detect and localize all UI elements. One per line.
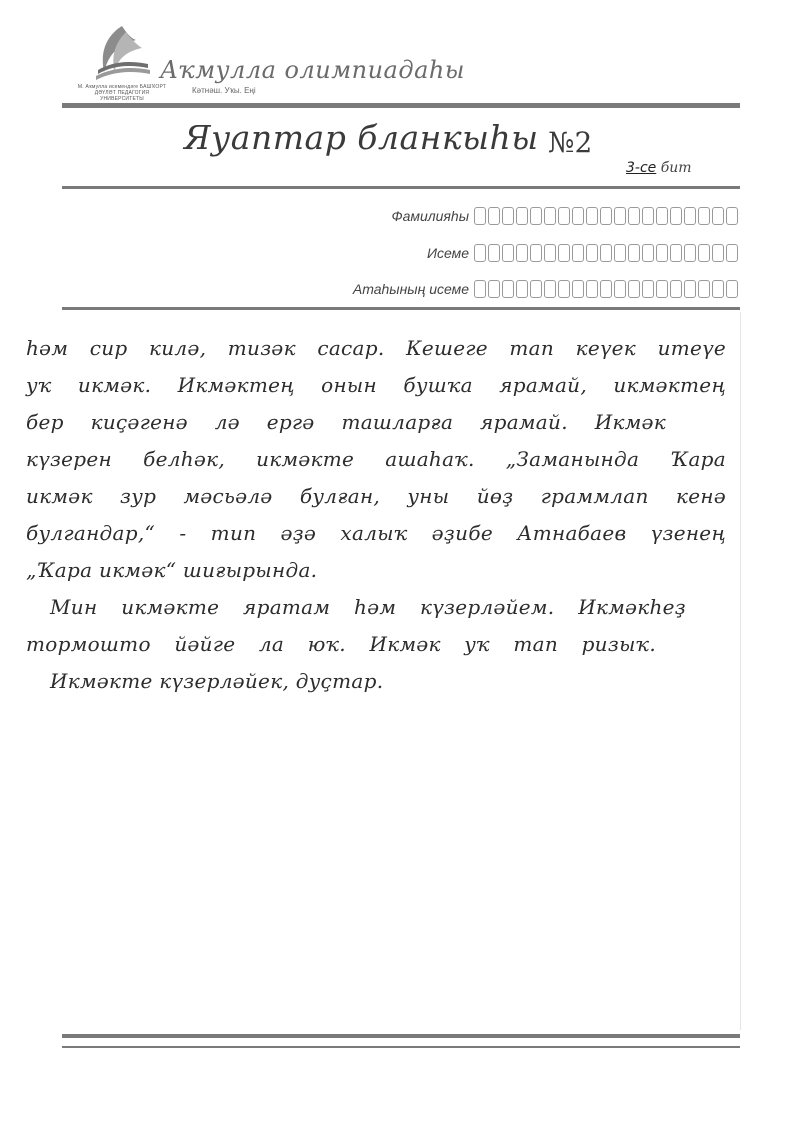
grade-unit: бит [660,160,692,176]
letter-cell[interactable] [670,280,682,298]
first-name-cells[interactable] [474,244,740,262]
letter-cell[interactable] [544,280,556,298]
letter-cell[interactable] [656,244,668,262]
answer-line: „Ҡара икмәк“ шиғырында. [26,558,318,582]
patronymic-field[interactable] [353,278,740,300]
letter-cell[interactable] [586,207,598,225]
olympiad-slogan: Кәтнәш. Уҡы. Еңі [192,86,256,95]
answer-line: һәм сир килә, тизәк сасар. Кешеге тап кеүек итеүе [26,336,726,360]
letter-cell[interactable] [488,207,500,225]
letter-cell[interactable] [474,244,486,262]
university-name: М. Аҡмулла исемендәге БАШҠОРТ ДӘҮЛӘТ ПЕДАГОГИЯ УНИВЕРСИТЕТЫ [77,84,167,102]
letter-cell[interactable] [530,207,542,225]
form-number: №2 [548,126,593,159]
letter-cell[interactable] [558,244,570,262]
letter-cell[interactable] [698,280,710,298]
letter-cell[interactable] [530,244,542,262]
letter-cell[interactable] [656,207,668,225]
letter-cell[interactable] [656,280,668,298]
letter-cell[interactable] [474,207,486,225]
letter-cell[interactable] [726,244,738,262]
form-title: Яуаптар бланкыһы [184,118,539,157]
letter-cell[interactable] [586,280,598,298]
letter-cell[interactable] [488,244,500,262]
letter-cell[interactable] [726,280,738,298]
patronymic-label: Атаһының исеме [352,281,469,297]
letter-cell[interactable] [488,280,500,298]
answer-line: Икмәкте күзерләйек, дуҫтар. [50,669,384,693]
answer-line: күзерен белһәк, икмәкте ашаһаҡ. „Заманында Ҡара [26,447,726,471]
letter-cell[interactable] [698,207,710,225]
surname-cells[interactable] [474,207,740,225]
letter-cell[interactable] [502,280,514,298]
letter-cell[interactable] [558,207,570,225]
grade-value: 3-се [626,160,657,176]
letter-cell[interactable] [712,280,724,298]
letter-cell[interactable] [516,207,528,225]
fields-divider [62,307,740,310]
letter-cell[interactable] [572,280,584,298]
letter-cell[interactable] [670,207,682,225]
letter-cell[interactable] [614,244,626,262]
letter-cell[interactable] [628,207,640,225]
letter-cell[interactable] [684,207,696,225]
letter-cell[interactable] [572,207,584,225]
answer-line: тормошто йәйге ла юҡ. Икмәк уҡ тап ризыҡ. [26,632,656,656]
header-divider [62,103,740,108]
letter-cell[interactable] [544,207,556,225]
answer-line: булгандар,“ - тип әҙә халыҡ әҙибе Атнабаев үзенең [26,521,726,545]
patronymic-cells[interactable] [474,280,740,298]
letter-cell[interactable] [698,244,710,262]
letter-cell[interactable] [558,280,570,298]
letter-cell[interactable] [516,280,528,298]
letter-cell[interactable] [502,244,514,262]
surname-field[interactable] [391,205,740,227]
letter-cell[interactable] [614,280,626,298]
letter-cell[interactable] [712,244,724,262]
letter-cell[interactable] [502,207,514,225]
letter-cell[interactable] [642,207,654,225]
letter-cell[interactable] [712,207,724,225]
answer-line: Мин икмәкте яратам һәм күзерләйем. Икмәкһеҙ [50,595,686,619]
letter-cell[interactable] [726,207,738,225]
answer-line: уҡ икмәк. Икмәктең онын бушҡа ярамай, икмәктең [26,373,726,397]
letter-cell[interactable] [628,280,640,298]
sheet-edge [740,312,741,1030]
answer-line: икмәк зур мәсьәлә булған, уны йөҙ граммлап кенә [26,484,726,508]
answer-line: бер киҫәгенә лә ергә ташларға ярамай. Икмәк [26,410,666,434]
surname-label: Фамилияһы [391,208,469,224]
university-emblem-icon [92,22,152,80]
letter-cell[interactable] [600,207,612,225]
letter-cell[interactable] [544,244,556,262]
olympiad-title: Аҡмулла олимпиадаһы [160,56,465,84]
letter-cell[interactable] [530,280,542,298]
letter-cell[interactable] [684,244,696,262]
letter-cell[interactable] [684,280,696,298]
letter-cell[interactable] [572,244,584,262]
letter-cell[interactable] [600,280,612,298]
grade-mark [626,160,692,176]
letter-cell[interactable] [614,207,626,225]
answer-text [26,330,726,700]
letter-cell[interactable] [586,244,598,262]
letter-cell[interactable] [670,244,682,262]
title-divider [62,186,740,189]
letter-cell[interactable] [516,244,528,262]
footer-divider-bottom [62,1046,740,1048]
letter-cell[interactable] [474,280,486,298]
first-name-field[interactable] [427,242,740,264]
letter-cell[interactable] [642,244,654,262]
first-name-label: Исеме [426,245,469,261]
letter-cell[interactable] [600,244,612,262]
footer-divider-top [62,1034,740,1038]
letter-cell[interactable] [628,244,640,262]
letter-cell[interactable] [642,280,654,298]
